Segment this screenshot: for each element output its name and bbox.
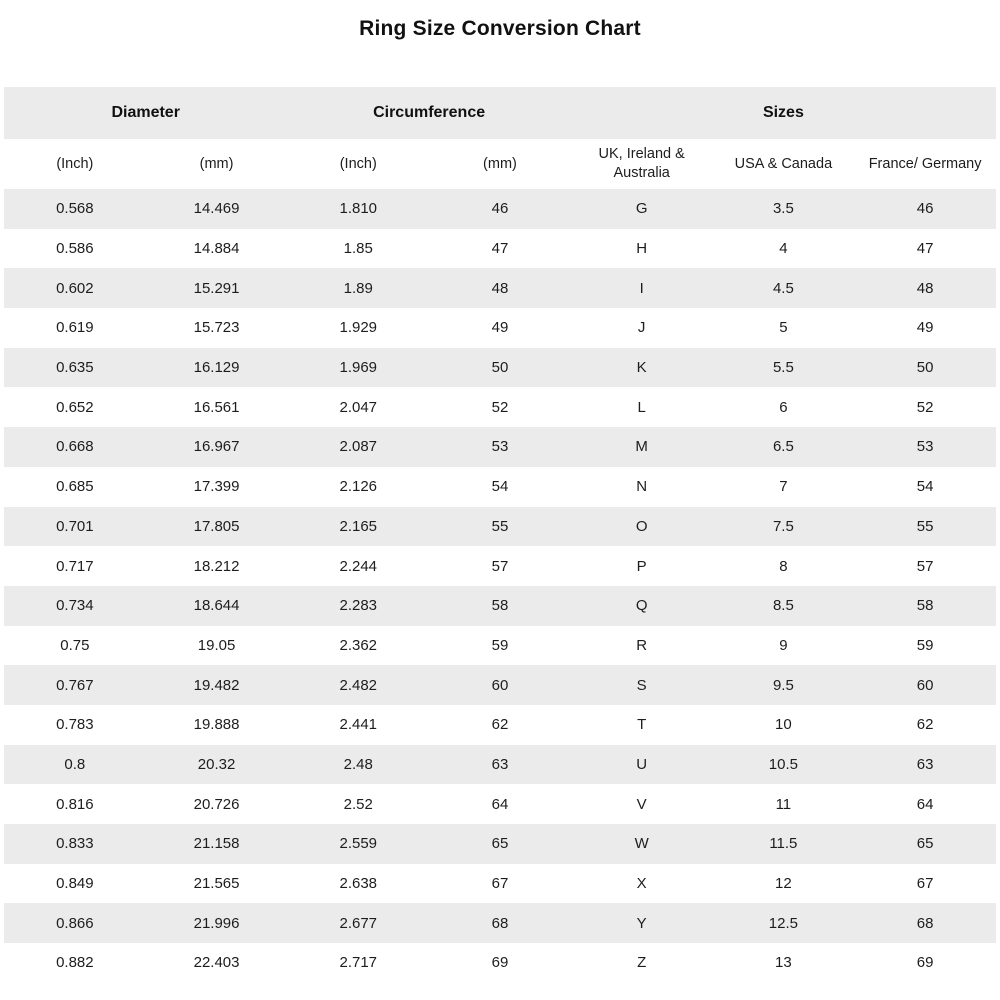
table-cell: 52 [491,398,509,416]
table-cell: 0.619 [56,319,94,337]
table-cell: 16.129 [193,359,240,377]
table-cell: 18.212 [193,557,240,575]
table-cell: 2.677 [339,914,378,932]
table-cell: 14.469 [193,200,240,218]
table-cell: 50 [916,359,934,377]
column-header-circumference-inch: (Inch) [287,139,429,189]
table-cell: 65 [916,835,934,853]
table-row [4,745,996,785]
table-cell: 8.5 [772,597,794,615]
table-cell: 19.888 [193,716,240,734]
table-cell: 17.805 [193,517,240,535]
table-cell: 10.5 [768,755,798,773]
table-cell: 57 [491,557,509,575]
page-title: Ring Size Conversion Chart [359,17,641,40]
table-cell: 21.158 [193,835,240,853]
table-cell: 12 [775,875,792,893]
table-cell: 0.8 [64,755,86,773]
table-cell: H [636,240,648,258]
table-cell: N [636,478,648,496]
table-cell: 60 [491,676,509,694]
table-cell: 20.726 [193,795,240,813]
table-cell: 9 [779,636,788,654]
table-header [4,87,996,189]
table-cell: 58 [916,597,934,615]
column-header-circumference-mm: (mm) [429,139,571,189]
table-row [4,705,996,745]
table-cell: 63 [916,755,934,773]
table-row [4,943,996,983]
column-header-uk-ireland-australia: UK, Ireland & Australia [571,139,713,189]
table-cell: 1.929 [339,319,378,337]
table-cell: 9.5 [772,676,794,694]
table-cell: 0.717 [56,557,94,575]
table-cell: 14.884 [193,240,240,258]
table-cell: 2.559 [339,835,378,853]
table-row [4,348,996,388]
column-header-usa-canada: USA & Canada [713,139,855,189]
table-cell: 52 [916,398,934,416]
table-row [4,189,996,229]
table-cell: W [634,835,649,853]
table-cell: 18.644 [193,597,240,615]
table-cell: T [637,716,647,734]
column-header-france-germany: France/ Germany [854,139,996,189]
table-cell: 0.668 [56,438,94,456]
table-cell: 0.849 [56,875,94,893]
column-header-diameter-mm: (mm) [146,139,288,189]
table-cell: 69 [491,954,509,972]
table-cell: 59 [491,636,509,654]
table-cell: 2.283 [339,597,378,615]
table-cell: 5 [779,319,788,337]
table-cell: 68 [916,914,934,932]
table-cell: 7 [779,478,788,496]
table-cell: 0.816 [56,795,94,813]
table-row [4,784,996,824]
table-cell: L [637,398,646,416]
table-cell: 2.482 [339,676,378,694]
table-cell: 1.810 [339,200,378,218]
table-cell: 2.087 [339,438,378,456]
table-cell: 46 [916,200,934,218]
table-cell: 12.5 [768,914,798,932]
table-cell: 0.783 [56,716,94,734]
table-cell: 0.767 [56,676,94,694]
table-cell: 2.047 [339,398,378,416]
table-row [4,268,996,308]
table-cell: O [635,517,648,535]
table-cell: 2.126 [339,478,378,496]
table-body [4,189,996,983]
table-cell: 16.967 [193,438,240,456]
table-cell: 60 [916,676,934,694]
table-cell: S [636,676,647,694]
table-cell: 53 [491,438,509,456]
group-header-diameter: Diameter [4,87,287,139]
table-cell: 55 [916,517,934,535]
table-row [4,308,996,348]
table-cell: 2.717 [339,954,378,972]
table-cell: 6.5 [772,438,794,456]
table-cell: 54 [916,478,934,496]
table-cell: 4.5 [772,279,794,297]
table-cell: Y [636,914,647,932]
table-cell: 53 [916,438,934,456]
table-cell: 5.5 [772,359,794,377]
table-cell: 3.5 [772,200,794,218]
table-cell: 1.89 [343,279,373,297]
table-cell: 11 [775,795,792,813]
table-cell: X [636,875,647,893]
table-cell: 16.561 [193,398,240,416]
table-cell: Z [637,954,647,972]
column-header-diameter-inch: (Inch) [4,139,146,189]
table-row [4,864,996,904]
table-cell: 49 [491,319,509,337]
table-cell: 7.5 [772,517,794,535]
table-cell: 62 [916,716,934,734]
table-cell: U [636,755,648,773]
table-row [4,824,996,864]
table-cell: 0.602 [56,279,94,297]
group-header-circumference: Circumference [287,87,570,139]
conversion-table [4,87,996,983]
table-cell: 0.685 [56,478,94,496]
table-cell: 58 [491,597,509,615]
table-cell: 65 [491,835,509,853]
table-cell: 0.866 [56,914,94,932]
table-cell: Q [635,597,648,615]
table-cell: 17.399 [193,478,240,496]
table-cell: 62 [491,716,509,734]
table-row [4,586,996,626]
table-row [4,903,996,943]
group-header-row [4,87,996,139]
table-cell: 46 [491,200,509,218]
table-cell: 67 [491,875,509,893]
table-cell: 0.734 [56,597,94,615]
table-cell: 67 [916,875,934,893]
group-header-sizes: Sizes [571,87,996,139]
table-cell: 48 [491,279,509,297]
table-cell: 0.882 [56,954,94,972]
table-cell: 68 [491,914,509,932]
table-cell: 64 [491,795,509,813]
table-cell: 57 [916,557,934,575]
table-cell: 47 [916,240,934,258]
table-cell: 2.52 [343,795,373,813]
table-cell: 1.969 [339,359,378,377]
table-cell: 19.05 [197,636,236,654]
table-cell: 2.244 [339,557,378,575]
table-row [4,546,996,586]
table-cell: 0.833 [56,835,94,853]
table-cell: 64 [916,795,934,813]
table-cell: 59 [916,636,934,654]
table-cell: 49 [916,319,934,337]
table-cell: 2.638 [339,875,378,893]
table-cell: 55 [491,517,509,535]
table-cell: 21.565 [193,875,240,893]
table-cell: 2.165 [339,517,378,535]
table-cell: 6 [779,398,788,416]
table-cell: 19.482 [193,676,240,694]
table-cell: M [635,438,648,456]
table-cell: 11.5 [769,835,798,853]
table-cell: 15.723 [193,319,240,337]
table-cell: 2.362 [339,636,378,654]
table-cell: 13 [775,954,792,972]
table-cell: J [637,319,646,337]
table-cell: 2.48 [343,755,373,773]
table-cell: 69 [916,954,934,972]
table-row [4,507,996,547]
table-cell: K [636,359,647,377]
table-cell: 0.701 [56,517,94,535]
table-cell: G [635,200,648,218]
column-header-row [4,139,996,189]
table-cell: 48 [916,279,934,297]
table-cell: 50 [491,359,509,377]
table-row [4,665,996,705]
table-row [4,626,996,666]
table-cell: 4 [779,240,788,258]
table-cell: 21.996 [193,914,240,932]
table-cell: R [636,636,648,654]
table-cell: 15.291 [193,279,240,297]
table-cell: 63 [491,755,509,773]
table-row [4,229,996,269]
table-cell: 47 [491,240,509,258]
table-cell: 0.635 [56,359,94,377]
table-row [4,467,996,507]
table-cell: I [639,279,644,297]
table-row [4,387,996,427]
table-cell: 10 [775,716,792,734]
table-cell: 54 [491,478,509,496]
table-cell: P [636,557,647,575]
table-cell: V [636,795,647,813]
table-cell: 22.403 [193,954,240,972]
table-cell: 0.568 [56,200,94,218]
table-row [4,427,996,467]
table-cell: 0.75 [60,636,90,654]
table-cell: 0.652 [56,398,94,416]
table-cell: 20.32 [197,755,236,773]
table-cell: 0.586 [56,240,94,258]
table-cell: 8 [779,557,788,575]
table-cell: 1.85 [343,240,373,258]
table-cell: 2.441 [339,716,378,734]
